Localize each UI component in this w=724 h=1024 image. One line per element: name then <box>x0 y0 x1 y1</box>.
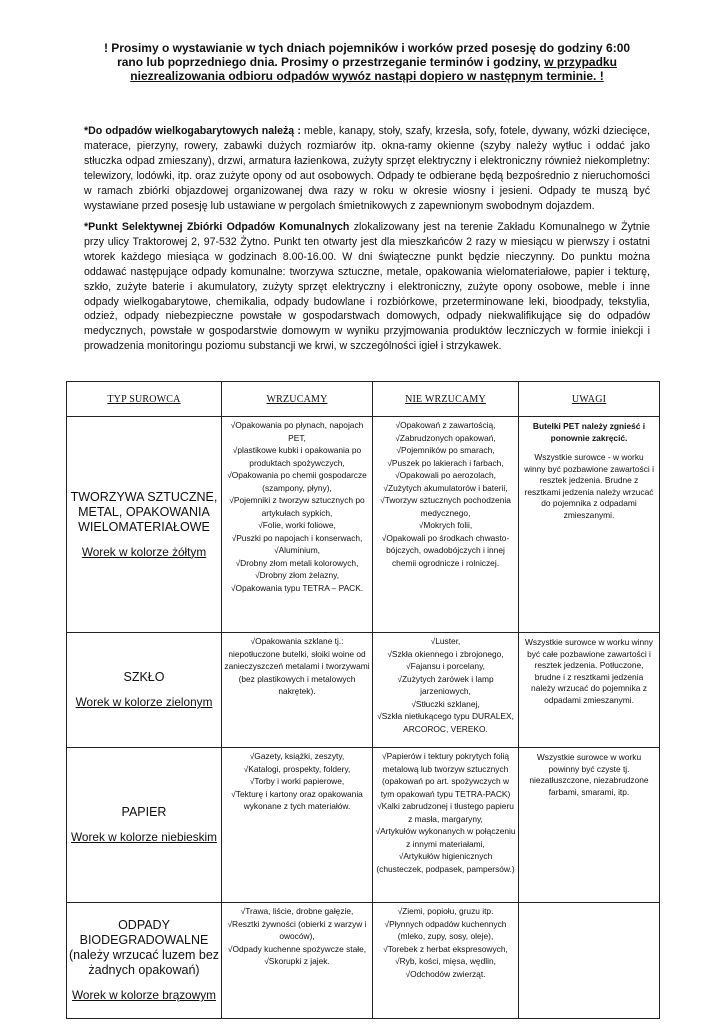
list-item: √Opakowali po aerozolach, <box>395 470 496 480</box>
in-cell <box>222 417 373 633</box>
list-item: √Ryb, kości, mięsa, wędlin, <box>395 956 496 966</box>
list-item: √Artykułów wykonanych w połączeniu z innymi materiałami, <box>375 826 516 849</box>
in-cell <box>222 903 373 1019</box>
notes-cell <box>519 748 660 903</box>
table-row <box>67 748 660 903</box>
header-out: NIE WRZUCAMY <box>373 382 519 417</box>
type-name: SZKŁO <box>123 670 165 684</box>
type-name: PAPIER <box>121 805 167 819</box>
type-name: TWORZYWA SZTUCZNE, METAL, OPAKOWANIA WIELOMATERIAŁOWE <box>70 489 218 534</box>
list-item: √Puszek po lakierach i farbach, <box>387 457 504 468</box>
list-item: √Opakowań z zawartością, <box>395 420 496 430</box>
list-item: √Opakowali po środkach chwasto-bójczych, owadobójczych i innej chemii ogrodnicze i rolniczej. <box>381 532 510 568</box>
waste-sorting-table <box>66 381 660 1019</box>
list-item: √Opakowania typu TETRA – PACK. <box>230 582 364 593</box>
list-item: √Płynnych odpadów kuchennych (mleko, zupy, sosy, oleje), <box>384 918 507 941</box>
list-item: √Artykułów higienicznych (chusteczek, podpasek, pampersów.) <box>376 851 515 874</box>
collection-notice <box>84 41 650 83</box>
list-item: √Aluminium, <box>273 545 321 555</box>
header-notes: UWAGI <box>519 382 660 417</box>
in-cell <box>222 633 373 748</box>
bag-color: Worek w kolorze niebieskim <box>71 830 217 844</box>
list-item: √Gazety, książki, zeszyty, <box>249 751 345 761</box>
list-item: √Fajansu i porcelany, <box>406 661 485 671</box>
type-cell <box>67 417 222 633</box>
pszok-paragraph <box>84 220 650 354</box>
notice-line1: ! Prosimy o wystawianie w tych dniach pojemników i worków przed posesję do godziny 6:00 <box>103 41 631 55</box>
notice-line3: niezrealizowania odbioru odpadów wywóz nastąpi dopiero w następnym terminie. ! <box>130 69 604 83</box>
bulky-waste-paragraph <box>84 124 650 213</box>
list-item: √Opakowania po płynach, napojach PET, <box>230 420 364 443</box>
list-item: √Drobny złom metali kolorowych, <box>235 557 359 568</box>
pszok-lead: *Punkt Selektywnej Zbiórki Odpadów Komunalnych <box>84 221 350 233</box>
list-item: √Zużytych żarówek i lamp jarzeniowych, <box>397 673 494 696</box>
list-item: √Tekturę i kartony oraz opakowania wykonane z tych materiałów. <box>231 788 363 811</box>
list-item: √Skorupki z jajek. <box>264 956 330 966</box>
list-item: √Szkła nietłukącego typu DURALEX, ARCOROC, VEREKO. <box>377 711 514 734</box>
notice-line2-underlined: w przypadku <box>544 55 617 69</box>
notes-text: Wszystkie surowce - w worku winny być pozbawione zawartości i resztek jedzenia. Brudne z resztkami jedzenia należy wrzucać do pojemnika z odpadami zmieszanymi. <box>524 452 654 520</box>
table-row <box>67 633 660 748</box>
list-item: √Drobny złom żelazny, <box>254 570 340 580</box>
list-item: √Zabrudzonych opakowań, <box>395 432 496 443</box>
list-item: √Resztki żywności (obierki z warzyw i owoców), <box>227 918 367 941</box>
list-item: √Szkła okiennego i zbrojonego, <box>387 648 504 659</box>
list-item: √Odchodów zwierząt. <box>405 968 486 979</box>
notes-bold: Butelki PET należy zgnieść i ponownie zakręcić. <box>532 421 646 443</box>
list-item: √Puszki po napojach i konserwach, <box>231 532 363 543</box>
out-cell <box>373 417 519 633</box>
list-item: √Zużytych akumulatorów i baterii, <box>383 482 508 493</box>
list-item: √Ziemi, popiołu, gruzu itp. <box>397 906 494 916</box>
notice-line2: rano lub poprzedniego dnia. Prosimy o przestrzeganie terminów i godziny, <box>117 55 545 69</box>
out-cell <box>373 633 519 748</box>
type-cell <box>67 633 222 748</box>
notes-cell <box>519 903 660 1019</box>
notes-cell <box>519 417 660 633</box>
list-item: √Papierów i tektury pokrytych folią metalową lub tworzyw sztucznych (opakowań po art. spożywczych w tym opakowań typu TETRA-PACK) <box>380 751 511 799</box>
bulky-waste-lead: *Do odpadów wielkogabarytowych należą : <box>84 125 301 137</box>
list-item: √Opakowania po chemii gospodarcze (szampony, płyny), <box>227 470 367 493</box>
list-item: √Pojemniki z tworzyw sztucznych po artykułach sypkich, <box>229 495 365 518</box>
list-item: √Kalki zabrudzonej i tłustego papieru z masła, margaryny, <box>377 801 514 824</box>
table-header-row <box>67 382 660 417</box>
bag-color: Worek w kolorze zielonym <box>75 695 213 709</box>
notes-text: Wszystkie surowce w worku powinny być czyste tj. niezatłuszczone, niezabrudzone farbami, smarami, itp. <box>529 752 649 797</box>
table-row <box>67 417 660 633</box>
header-type: TYP SUROWCA <box>67 382 222 417</box>
bulky-waste-text: meble, kanapy, stoły, szafy, krzesła, sofy, fotele, dywany, wózki dziecięce, materace, pierzyny, rowery, zabawki dużych rozmiarów itp. okna-ramy okienne (szyby należy wytłuc i oddać jako stłuczka odpad zmieszany), drzwi, armatura łazienkowa, zużyty sprzęt elektryczny i elektroniczny również niekompletny: telewizory, lodówki, itp. oraz zużyte opony od aut osobowych. Odpady te odbierane będą bezpośrednio z nieruchomości w ramach zbiórki objazdowej organizowanej dwa razy w roku w okresie wiosny i jesieni. Odpady te muszą być wystawiane przed posesję lub ustawiane w pergolach śmietnikowych z zapewnionym swobodnym dojazdem. <box>84 125 650 212</box>
bag-color: Worek w kolorze brązowym <box>71 988 216 1002</box>
list-item: √Pojemników po smarach, <box>396 445 495 455</box>
out-cell <box>373 748 519 903</box>
list-item: √Torebek z herbat ekspresowych, <box>383 943 508 954</box>
list-item: √Folie, worki foliowe, <box>258 520 336 530</box>
in-cell <box>222 748 373 903</box>
list-item: √Mokrych folii, <box>418 520 473 530</box>
type-cell <box>67 903 222 1019</box>
list-item: √Tworzyw sztucznych pochodzenia medycznego, <box>380 495 511 518</box>
type-cell <box>67 748 222 903</box>
bag-color: Worek w kolorze żółtym <box>81 544 207 559</box>
notes-cell <box>519 633 660 748</box>
header-in: WRZUCAMY <box>222 382 373 417</box>
list-item: √Trawa, liście, drobne gałęzie, <box>240 906 354 916</box>
list-item: √Torby i worki papierowe, <box>249 776 345 786</box>
list-item: √plastikowe kubki i opakowania po produktach spożywczych, <box>232 445 362 468</box>
pszok-text: zlokalizowany jest na terenie Zakładu Komunalnego w Żytnie przy ulicy Traktorowej 2, 97-532 Żytno. Punkt ten otwarty jest dla mieszkańców 2 razy w miesiącu w pierwszy i ostatni wtorek każdego miesiąca w godzinach 8.00-16.00. W dni świąteczne punkt będzie nieczynny. Do punktu można oddawać następujące odpady komunalne: tworzywa sztuczne, metale, opakowania wielomateriałowe, papier i tekturę, szkło, zużyte baterie i akumulatory, zużyty sprzęt elektryczny i elektroniczny, zużyte opony osobowe, meble i inne odpady wielkogabarytowe, chemikalia, odpady budowlane i rozbiórkowe, przeterminowane leki, bioodpady, tekstylia, odzież, odpady niebezpieczne powstałe w gospodarstwach domowych, odpady niekwalifikujące się do odpadów medycznych, powstałe w gospodarstwie domowym w wyniku przyjmowania produktów leczniczych w formie iniekcji i prowadzenia monitoringu poziomu substancji we krwi, w szczególności igieł i strzykawek. <box>84 221 650 353</box>
out-cell <box>373 903 519 1019</box>
list-item: √Stłuczki szklanej, <box>411 698 480 709</box>
list-item: √Luster, <box>430 636 461 646</box>
list-item: √Katalogi, prospekty, foldery, <box>243 763 351 774</box>
list-item: √Opakowania szklane tj.: niepotłuczone butelki, słoiki woine od zanieczyszczeń metalami i tworzywami (bez plastikowych i metalowych nakrętek). <box>224 636 370 696</box>
list-item: √Odpady kuchenne spożywcze stałe, <box>227 943 367 954</box>
type-name: ODPADY BIODEGRADOWALNE (należy wrzucać luzem bez żadnych opakowań) <box>68 918 220 977</box>
notes-text: Wszystkie surowce w worku winny być całe pozbawione zawartości i resztek jedzenia. Potłuczone, brudne i z resztkami jedzenia należy wrzucać do pojemnika z odpadami zmieszanymi. <box>525 637 653 705</box>
table-row <box>67 903 660 1019</box>
